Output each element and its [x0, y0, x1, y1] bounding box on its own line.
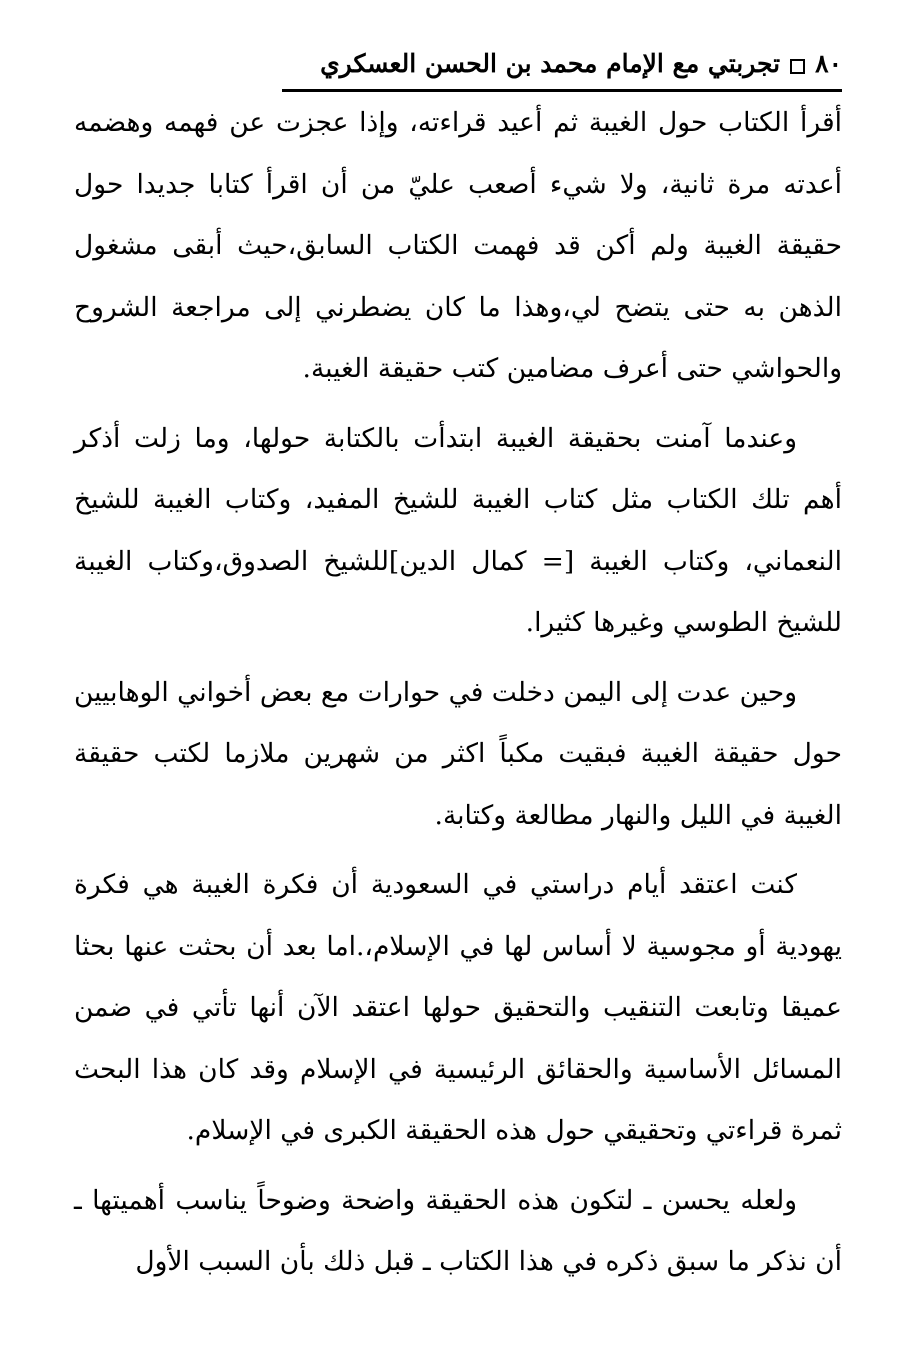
- running-header: [282, 36, 842, 90]
- paragraph-1: أقرأ الكتاب حول الغيبة ثم أعيد قراءته، وإذا عجزت عن فهمه وهضمه أعدته مرة ثانية، ولا شيء أصعب عليّ من أن اقرأ كتابا جديدا حول حقيقة الغيبة ولم أكن قد فهمت الكتاب السابق،حيث أبقى مشغول الذهن به حتى يتضح لي،وهذا ما كان يضطرني إلى مراجعة الشروح والحواشي حتى أعرف مضامين كتب حقيقة الغيبة.: [74, 107, 842, 384]
- paragraph-3: وحين عدت إلى اليمن دخلت في حوارات مع بعض أخواني الوهابيين حول حقيقة الغيبة فبقيت مكباً اكثر من شهرين ملازما لكتب حقيقة الغيبة في الليل والنهار مطالعة وكتابة.: [74, 676, 842, 831]
- paragraph-4: كنت اعتقد أيام دراستي في السعودية أن فكرة الغيبة هي فكرة يهودية أو مجوسية لا أساس لها في الإسلام،.اما بعد أن بحثت عنها بحثا عميقا وتابعت التنقيب والتحقيق حولها اعتقد الآن أنها تأتي في ضمن المسائل الأساسية والحقائق الرئيسية في الإسلام وقد كان هذا البحث ثمرة قراءتي وتحقيقي حول هذه الحقيقة الكبرى في الإسلام.: [74, 869, 842, 1146]
- page-number: ٨٠: [815, 48, 842, 78]
- body-text: [74, 92, 842, 1301]
- running-title: تجربتي مع الإمام محمد بن الحسن العسكري: [320, 48, 781, 78]
- square-box-icon: [790, 59, 805, 74]
- paragraph-2: وعندما آمنت بحقيقة الغيبة ابتدأت بالكتابة حولها، وما زلت أذكر أهم تلك الكتاب مثل كتاب الغيبة للشيخ المفيد، وكتاب الغيبة للشيخ النعماني، وكتاب الغيبة [= كمال الدين]للشيخ الصدوق،وكتاب الغيبة للشيخ الطوسي وغيرها كثيرا.: [74, 422, 842, 638]
- paragraph-5: ولعله يحسن ـ لتكون هذه الحقيقة واضحة وضوحاً يناسب أهميتها ـ أن نذكر ما سبق ذكره في هذا الكتاب ـ قبل ذلك بأن السبب الأول: [74, 1184, 842, 1277]
